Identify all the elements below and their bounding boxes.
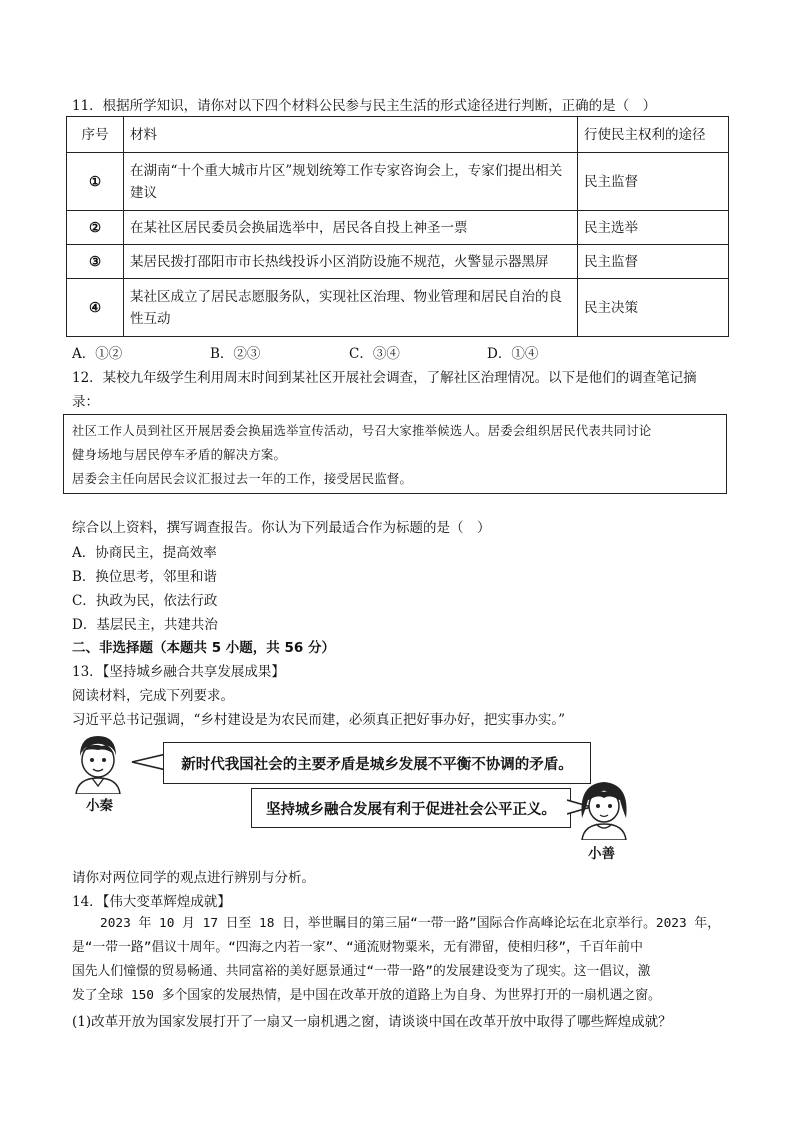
notes-line: 健身场地与居民停车矛盾的解决方案。 bbox=[72, 448, 287, 462]
q11-option-b[interactable]: B．②③ bbox=[210, 346, 261, 362]
row-material: 某居民拨打邵阳市市长热线投诉小区消防设施不规范，火警显示器黑屏 bbox=[124, 245, 578, 279]
q11-table bbox=[66, 116, 729, 337]
table-row bbox=[67, 153, 729, 211]
q12-stem-line2: 录： bbox=[72, 394, 99, 410]
q14-paragraph-line4: 发了全球 150 多个国家的发展热情，是中国在改革开放的道路上为自身、为世界打开的一扇机遇之窗。 bbox=[72, 988, 661, 1003]
girl-illustration bbox=[574, 778, 634, 840]
q13-task: 请你对两位同学的观点进行辨别与分析。 bbox=[72, 870, 315, 886]
row-material: 在湖南“十个重大城市片区”规划统筹工作专家咨询会上，专家们提出相关建议 bbox=[124, 153, 578, 211]
name-xiaoqin: 小秦 bbox=[86, 798, 113, 814]
q11-option-d[interactable]: D．①④ bbox=[487, 346, 539, 362]
q14-title: 14．【伟大变革辉煌成就】 bbox=[72, 894, 231, 910]
q12-notes-box bbox=[63, 414, 727, 494]
bubble1-pointer bbox=[130, 752, 166, 772]
row-way: 民主选举 bbox=[578, 211, 729, 245]
row-num: ④ bbox=[67, 279, 124, 337]
q11-stem: 11．根据所学知识，请你对以下四个材料公民参与民主生活的形式途径进行判断，正确的是（ ） bbox=[72, 98, 657, 114]
row-material: 在某社区居民委员会换届选举中，居民各自投上神圣一票 bbox=[124, 211, 578, 245]
q13-title: 13．【坚持城乡融合共享发展成果】 bbox=[72, 664, 285, 680]
speech-bubble-xiaoshan: 坚持城乡融合发展有利于促进社会公平正义。 bbox=[251, 788, 571, 828]
speech-bubble-xiaoqin: 新时代我国社会的主要矛盾是城乡发展不平衡不协调的矛盾。 bbox=[163, 742, 591, 784]
header-material: 材料 bbox=[124, 117, 578, 153]
notes-line: 居委会主任向居民会议汇报过去一年的工作，接受居民监督。 bbox=[72, 472, 413, 486]
q13-intro: 阅读材料，完成下列要求。 bbox=[72, 688, 234, 704]
notes-line: 社区工作人员到社区开展居委会换届选举宣传活动，号召大家推举候选人。居委会组织居民代表共同讨论 bbox=[72, 424, 652, 438]
q12-option-a[interactable]: A．协商民主，提高效率 bbox=[72, 545, 217, 561]
table-row bbox=[67, 279, 729, 337]
q12-question: 综合以上资料，撰写调查报告。你认为下列最适合作为标题的是（ ） bbox=[72, 520, 491, 536]
q11-option-c[interactable]: C．③④ bbox=[349, 346, 400, 362]
q12-stem-line1: 12．某校九年级学生利用周末时间到某社区开展社会调查，了解社区治理情况。以下是他们的调查笔记摘 bbox=[72, 370, 697, 386]
boy-illustration bbox=[66, 730, 130, 794]
q13-quote: 习近平总书记强调，“乡村建设是为农民而建，必须真正把好事办好，把实事办实。” bbox=[72, 712, 566, 728]
row-num: ② bbox=[67, 211, 124, 245]
section-title: 二、非选择题（本题共 5 小题，共 56 分） bbox=[72, 640, 335, 656]
row-way: 民主监督 bbox=[578, 245, 729, 279]
q14-paragraph-line3: 国先人们憧憬的贸易畅通、共同富裕的美好愿景通过“一带一路”的发展建设变为了现实。这一倡议，激 bbox=[72, 964, 651, 979]
row-num: ③ bbox=[67, 245, 124, 279]
row-way: 民主监督 bbox=[578, 153, 729, 211]
q14-paragraph-line2: 是“一带一路”倡议十周年。“四海之内若一家”、“通流财物粟米，无有滞留，使相归移”，千百年前中 bbox=[72, 940, 643, 955]
table-row bbox=[67, 245, 729, 279]
name-xiaoshan: 小善 bbox=[588, 846, 615, 862]
row-material: 某社区成立了居民志愿服务队，实现社区治理、物业管理和居民自治的良性互动 bbox=[124, 279, 578, 337]
row-way: 民主决策 bbox=[578, 279, 729, 337]
q11-option-a[interactable]: A．①② bbox=[72, 346, 123, 362]
q12-option-b[interactable]: B．换位思考，邻里和谐 bbox=[72, 569, 217, 585]
q14-paragraph-line1: 2023 年 10 月 17 日至 18 日，举世瞩目的第三届“一带一路”国际合作高峰论坛在北京举行。2023 年， bbox=[100, 916, 720, 931]
table-row bbox=[67, 211, 729, 245]
q12-option-d[interactable]: D．基层民主，共建共治 bbox=[72, 617, 218, 633]
q12-option-c[interactable]: C．执政为民，依法行政 bbox=[72, 593, 218, 609]
row-num: ① bbox=[67, 153, 124, 211]
header-way: 行使民主权利的途径 bbox=[578, 117, 729, 153]
q14-subquestion-1: (1)改革开放为国家发展打开了一扇又一扇机遇之窗，请谈谈中国在改革开放中取得了哪些辉煌成就？ bbox=[72, 1014, 672, 1030]
header-index: 序号 bbox=[67, 117, 124, 153]
